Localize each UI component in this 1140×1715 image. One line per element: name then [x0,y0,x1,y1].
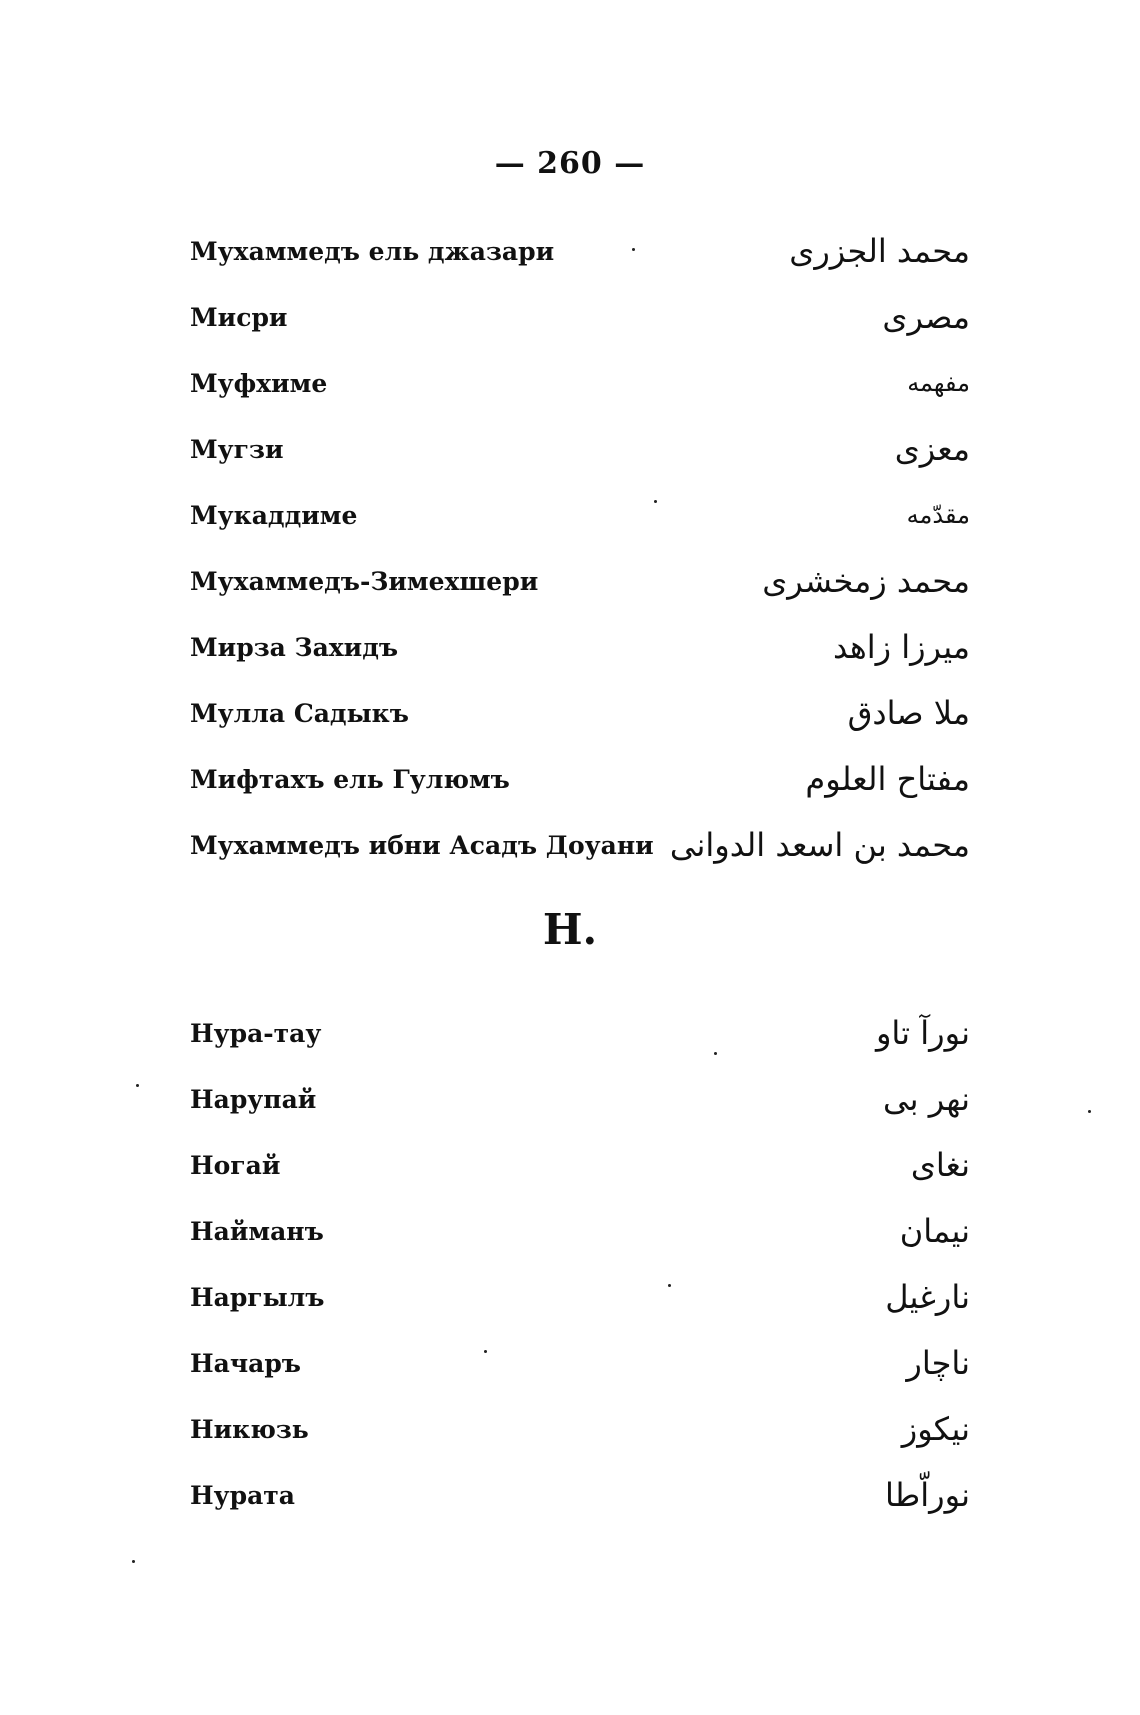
russian-term: Нурата [190,1480,295,1510]
russian-term: Никюзь [190,1414,309,1444]
scan-speck [136,1084,139,1087]
arabic-term: ملا صادق [847,694,970,732]
russian-term: Мифтахъ ель Гулюмъ [190,764,510,794]
russian-term: Мухаммедъ ель джазари [190,236,555,266]
arabic-term: میرزا زاهد [833,628,970,666]
arabic-term: محمد بن اسعد الدوانی [669,826,970,864]
arabic-term: مصری [882,298,970,336]
russian-term: Мухаммедъ ибни Асадъ Доуани [190,830,654,860]
arabic-term: ناچار [906,1344,970,1382]
list-item [190,680,970,746]
arabic-term: نیمان [899,1212,970,1250]
scan-speck [1088,1110,1091,1113]
arabic-term: مقدّمه [906,501,970,529]
scan-speck [654,500,657,503]
arabic-term: نوراّطا [885,1476,970,1514]
russian-term: Начаръ [190,1348,301,1378]
scan-speck [632,248,635,251]
russian-term: Мисри [190,302,288,332]
arabic-term: مفتاح العلوم [805,760,970,798]
list-item [190,218,970,284]
list-item [190,614,970,680]
list-item [190,1066,970,1132]
list-item [190,548,970,614]
russian-term: Нура-тау [190,1018,322,1048]
russian-term: Мугзи [190,434,284,464]
list-item [190,1000,970,1066]
russian-term: Мулла Садыкъ [190,698,409,728]
list-item [190,1396,970,1462]
arabic-term: مفهمه [907,369,970,397]
section-heading: Н. [542,905,598,954]
scan-speck [668,1284,671,1287]
scan-speck [714,1052,717,1055]
arabic-term: نهر بی [882,1080,970,1118]
list-item [190,812,970,878]
list-item [190,1462,970,1528]
russian-term: Муфхиме [190,368,328,398]
list-item [190,1132,970,1198]
russian-term: Ногай [190,1150,281,1180]
list-item [190,416,970,482]
page-number: — 260 — [494,146,646,181]
russian-term: Мукаддиме [190,500,358,530]
list-item [190,746,970,812]
list-item [190,1330,970,1396]
entry-list-n [190,1000,970,1528]
arabic-term: محمد الجزری [789,232,970,270]
russian-term: Найманъ [190,1216,324,1246]
russian-term: Нарупай [190,1084,317,1114]
arabic-term: نارغیل [885,1278,970,1316]
list-item [190,350,970,416]
arabic-term: نیکوز [901,1410,970,1448]
scan-speck [484,1350,487,1353]
entry-list-m [190,218,970,878]
russian-term: Наргылъ [190,1282,325,1312]
russian-term: Мухаммедъ-Зимехшери [190,566,539,596]
list-item [190,1198,970,1264]
list-item [190,1264,970,1330]
arabic-term: محمد زمخشری [762,562,970,600]
list-item [190,482,970,548]
arabic-term: نورآ تاو [875,1014,970,1052]
russian-term: Мирза Захидъ [190,632,399,662]
arabic-term: نغای [910,1146,970,1184]
list-item [190,284,970,350]
arabic-term: معزی [894,430,970,468]
scan-speck [132,1560,135,1563]
